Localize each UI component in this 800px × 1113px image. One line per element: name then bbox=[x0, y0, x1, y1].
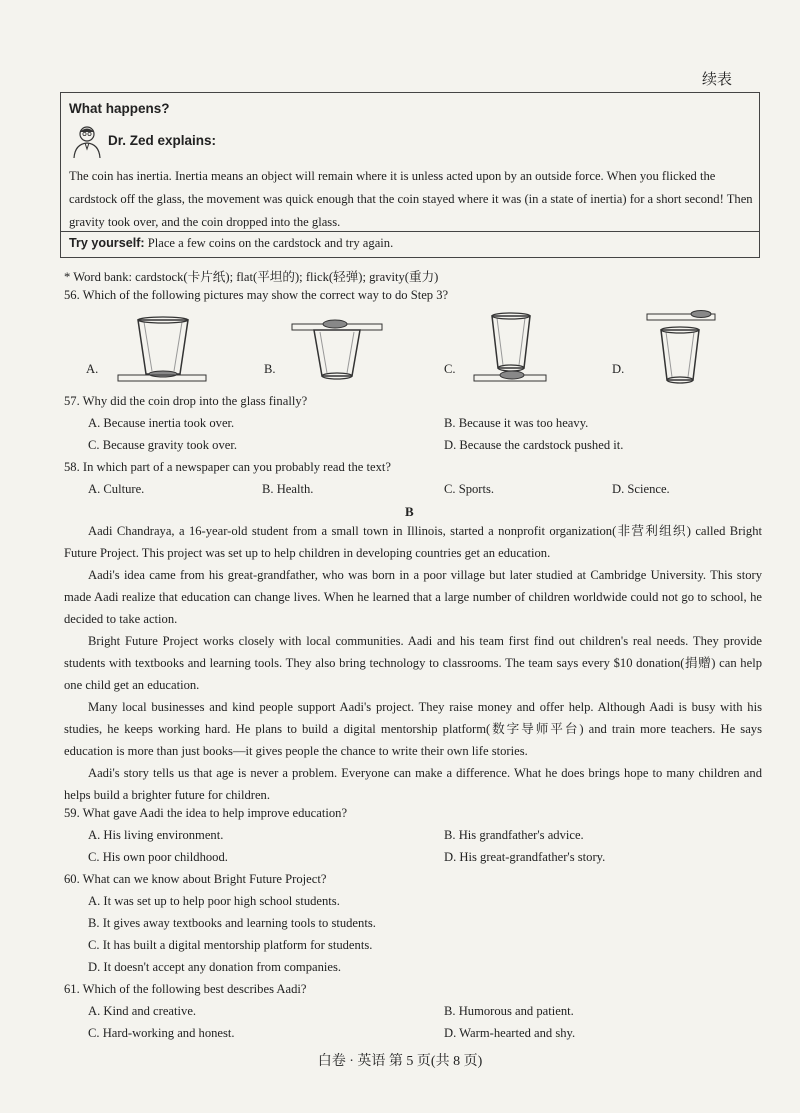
picture-b bbox=[292, 314, 392, 384]
try-text: Place a few coins on the cardstock and try again. bbox=[144, 236, 394, 250]
continued-label: 续表 bbox=[701, 72, 732, 88]
page-footer: 白卷 · 英语 第 5 页(共 8 页) bbox=[317, 1054, 483, 1069]
q59-option-b: B. His grandfather's advice. bbox=[444, 828, 584, 842]
q61-option-c: C. Hard-working and honest. bbox=[88, 1026, 235, 1040]
picture-a bbox=[118, 316, 208, 386]
q59-option-c: C. His own poor childhood. bbox=[88, 850, 228, 864]
passage-paragraph: Aadi's idea came from his great-grandfather, who was born in a poor village but later studied at Cambridge University. This story made Aadi realize that education can change lives. When he learned that a large number of children worldwide could not go to school, he decided to take action. bbox=[64, 568, 762, 626]
q59-option-d: D. His great-grandfather's story. bbox=[444, 850, 606, 864]
picture-d bbox=[645, 310, 725, 386]
scientist-icon bbox=[69, 123, 105, 159]
q58-option-c: C. Sports. bbox=[444, 482, 495, 496]
passage-paragraph: Aadi Chandraya, a 16-year-old student from a small town in Illinois, started a nonprofit organization(非营利组织) called Bright Future Project. This project was set up to help children in developing countries get an education. bbox=[64, 524, 762, 560]
q61-option-a: A. Kind and creative. bbox=[88, 1004, 197, 1018]
q60-option-d: D. It doesn't accept any donation from companies. bbox=[88, 960, 342, 974]
q61-option-d: D. Warm-hearted and shy. bbox=[444, 1026, 576, 1040]
picture-c bbox=[472, 312, 552, 388]
q60-stem: 60. What can we know about Bright Future Project? bbox=[64, 872, 327, 886]
q56-option-a: A. bbox=[86, 362, 99, 376]
q57-option-c: C. Because gravity took over. bbox=[88, 438, 237, 452]
q61-option-b: B. Humorous and patient. bbox=[444, 1004, 574, 1018]
explanation-text: The coin has inertia. Inertia means an object will remain where it is unless acted upon by an outside force. When you flicked the cardstock off the glass, the movement was quick enough that the coin stayed where it was (in a state of inertia) for a short second! Then gravity took over, and the coin dropped into the glass. bbox=[69, 169, 753, 229]
q59-option-a: A. His living environment. bbox=[88, 828, 224, 842]
q58-option-d: D. Science. bbox=[612, 482, 670, 496]
passage-paragraph: Bright Future Project works closely with local communities. Aadi and his team first find out children's real needs. They provide students with textbooks and learning tools. They also bring technology to classrooms. The team says every $10 donation(捐赠) can help one child get an education. bbox=[64, 634, 762, 692]
q57-option-a: A. Because inertia took over. bbox=[88, 416, 235, 430]
box-heading: What happens? bbox=[69, 101, 170, 116]
word-bank: * Word bank: cardstock(卡片纸); flat(平坦的); flick(轻弹); gravity(重力) bbox=[64, 270, 439, 284]
q57-option-b: B. Because it was too heavy. bbox=[444, 416, 589, 430]
try-yourself bbox=[61, 231, 759, 255]
passage-paragraph: Many local businesses and kind people support Aadi's project. They raise money and offer help. Although Aadi is busy with his studies, he keeps working hard. He plans to build a digital mentorship platform(数字导师平台) and train more teachers. He says education is more than just books—it gives people the chance to write their own life stories. bbox=[64, 700, 762, 758]
try-label: Try yourself: bbox=[69, 236, 145, 250]
q56-stem: 56. Which of the following pictures may show the correct way to do Step 3? bbox=[64, 288, 449, 302]
q57-stem: 57. Why did the coin drop into the glass finally? bbox=[64, 394, 308, 408]
q58-option-b: B. Health. bbox=[262, 482, 314, 496]
q60-option-b: B. It gives away textbooks and learning tools to students. bbox=[88, 916, 376, 930]
q60-option-a: A. It was set up to help poor high school students. bbox=[88, 894, 340, 908]
q58-stem: 58. In which part of a newspaper can you probably read the text? bbox=[64, 460, 391, 474]
explanation-box bbox=[60, 92, 760, 258]
speaker-label: Dr. Zed explains: bbox=[108, 133, 217, 148]
q56-option-b: B. bbox=[264, 362, 276, 376]
q59-stem: 59. What gave Aadi the idea to help improve education? bbox=[64, 806, 348, 820]
section-b-heading: B bbox=[405, 504, 414, 519]
passage-paragraph: Aadi's story tells us that age is never a problem. Everyone can make a difference. What he does brings hope to many children and helps build a brighter future for children. bbox=[64, 766, 762, 802]
q57-option-d: D. Because the cardstock pushed it. bbox=[444, 438, 624, 452]
q58-option-a: A. Culture. bbox=[88, 482, 145, 496]
q60-option-c: C. It has built a digital mentorship platform for students. bbox=[88, 938, 373, 952]
q56-option-c: C. bbox=[444, 362, 456, 376]
q61-stem: 61. Which of the following best describes Aadi? bbox=[64, 982, 307, 996]
q56-option-d: D. bbox=[612, 362, 625, 376]
